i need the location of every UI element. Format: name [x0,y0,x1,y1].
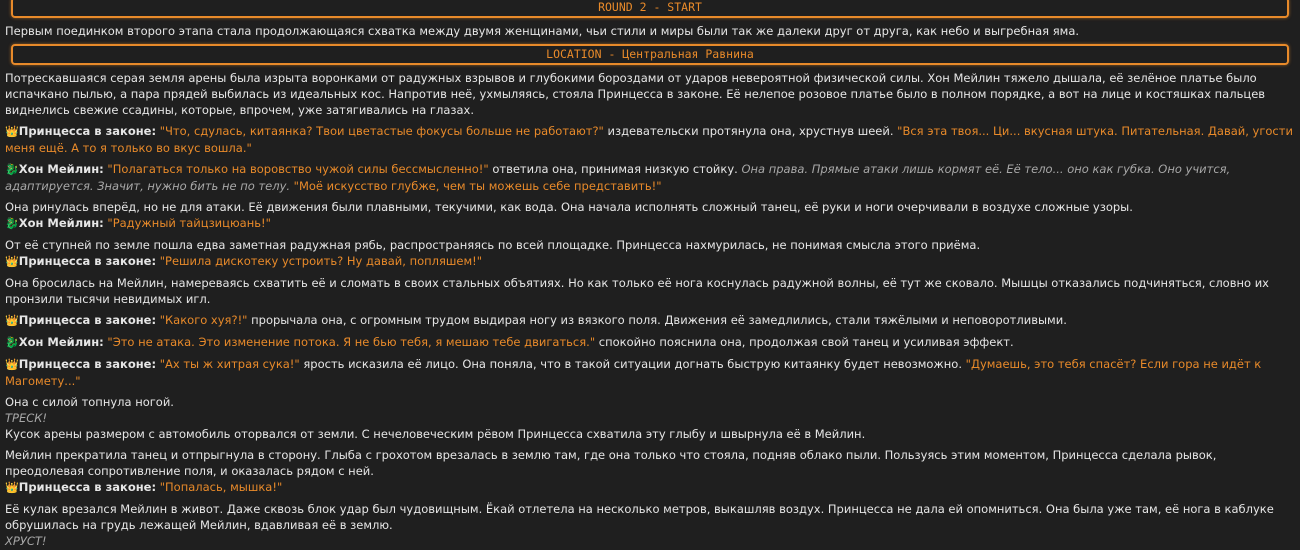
narration-4: Она бросилась на Мейлин, намереваясь схватить её и сломать в своих стальных объятиях. Но как только её нога коснулась радужной волны, её тут же сковало. Мышцы отказались подчиняться, словно их пронзили тысячи невидимых игл. [5,276,1269,306]
dragon-icon: 🐉 [5,336,19,349]
narration-2: Она ринулась вперёд, но не для атаки. Её движения были плавными, текучими, как вода. Она начала исполнять сложный танец, её руки и ноги очерчивали в воздухе сложные узоры. [5,200,1133,214]
dialogue-meilin-3: 🐉Хон Мейлин: "Это не атака. Это изменение потока. Я не бью тебя, я мешаю тебе двигаться." спокойно пояснила она, продолжая свой танец и усиливая эффект. [5,335,1014,349]
dialogue-princess-4: 👑Принцесса в законе: "Ах ты ж хитрая сука!" ярость исказила её лицо. Она поняла, что в такой ситуации догнать быструю китаянку будет невозможно. "Думаешь, это тебя спасёт? Если гора не идёт к Магомету..." [5,357,1262,388]
dialogue-princess-3: 👑Принцесса в законе: "Какого хуя?!" прорычала она, с огромным трудом выдирая ногу из вязкого поля. Движения её замедлились, стали тяжёлыми и неповоротливыми. [5,313,1067,327]
dialogue-princess-2: 👑Принцесса в законе: "Решила дискотеку устроить? Ну давай, попляшем!" [5,254,483,268]
dragon-icon: 🐉 [5,217,19,230]
crown-icon: 👑 [5,358,19,371]
narration-3: От её ступней по земле пошла едва заметная радужная рябь, распространяясь по всей площадке. Принцесса нахмурилась, не понимая смысла этого приёма. [5,238,981,252]
dialogue-meilin-2: 🐉Хон Мейлин: "Радужный тайцзицюань!" [5,216,271,230]
dragon-icon: 🐉 [5,163,19,176]
dialogue-princess-1: 👑Принцесса в законе: "Что, сдулась, китаянка? Твои цветастые фокусы больше не работают?" издевательски протянула она, хрустнув шеей. "Вся эта твоя... Ци... вкусная штука. Питательная. Давай, угости меня ещё. А то я только во вкус вошла." [5,124,1293,155]
crown-icon: 👑 [5,481,19,494]
narration-6: Кусок арены размером с автомобиль оторвался от земли. С нечеловеческим рёвом Принцесса схватила эту глыбу и швырнула её в Мейлин. [5,427,866,441]
narration-5: Она с силой топнула ногой. [5,395,174,409]
narration-7: Мейлин прекратила танец и отпрыгнула в сторону. Глыба с грохотом врезалась в землю там, где она только что стояла, подняв облако пыли. Пользуясь этим моментом, Принцесса сделала рывок, преодолевая сопротивление поля, и оказалась рядом с ней. [5,448,1217,478]
crown-icon: 👑 [5,255,19,268]
narration-1: Потрескавшаяся серая земля арены была изрыта воронками от радужных взрывов и глубокими бороздами от ударов невероятной физической силы. Хон Мейлин тяжело дышала, её зелёное платье было испачкано пылью, а пара прядей выбилась из идеальных кос. Напротив неё, ухмыляясь, стояла Принцесса в законе. Её нелепое розовое платье было в полном порядке, а вот на лице и костяшках пальцев виднелись свежие ссадины, которые, впрочем, уже затягивались на глазах. [5,71,1266,117]
dialogue-meilin-1: 🐉Хон Мейлин: "Полагаться только на воровство чужой силы бессмысленно!" ответила она, принимая низкую стойку. Она права. Прямые атаки лишь кормят её. Её тело... оно как губка. Оно учится, адаптируется. Значит, нужно бить не по телу. "Моё искусство глубже, чем ты можешь себе представить!" [5,162,1231,193]
sfx-crack: ТРЕСК! [5,411,48,425]
intro-text: Первым поединком второго этапа стала продолжающаяся схватка между двумя женщинами, чьи стили и миры были так же далеки друг от друга, как небо и выгребная яма. [5,24,1080,38]
dialogue-princess-5: 👑Принцесса в законе: "Попалась, мышка!" [5,480,283,494]
crown-icon: 👑 [5,125,19,138]
speaker-meilin: Хон Мейлин: [18,162,104,176]
sfx-crunch: ХРУСТ! [5,534,47,548]
round-banner: ROUND 2 - START [11,0,1289,18]
narration-8: Её кулак врезался Мейлин в живот. Даже сквозь блок удар был чудовищным. Ёкай отлетела на несколько метров, выкашляв воздух. Принцесса не дала ей опомниться. Она была уже там, её нога в каблуке обрушилась на грудь лежащей Мейлин, вдавливая её в землю. [5,502,1274,532]
speaker-princess: Принцесса в законе: [18,124,157,138]
crown-icon: 👑 [5,314,19,327]
location-banner: LOCATION - Центральная Равнина [11,44,1289,65]
